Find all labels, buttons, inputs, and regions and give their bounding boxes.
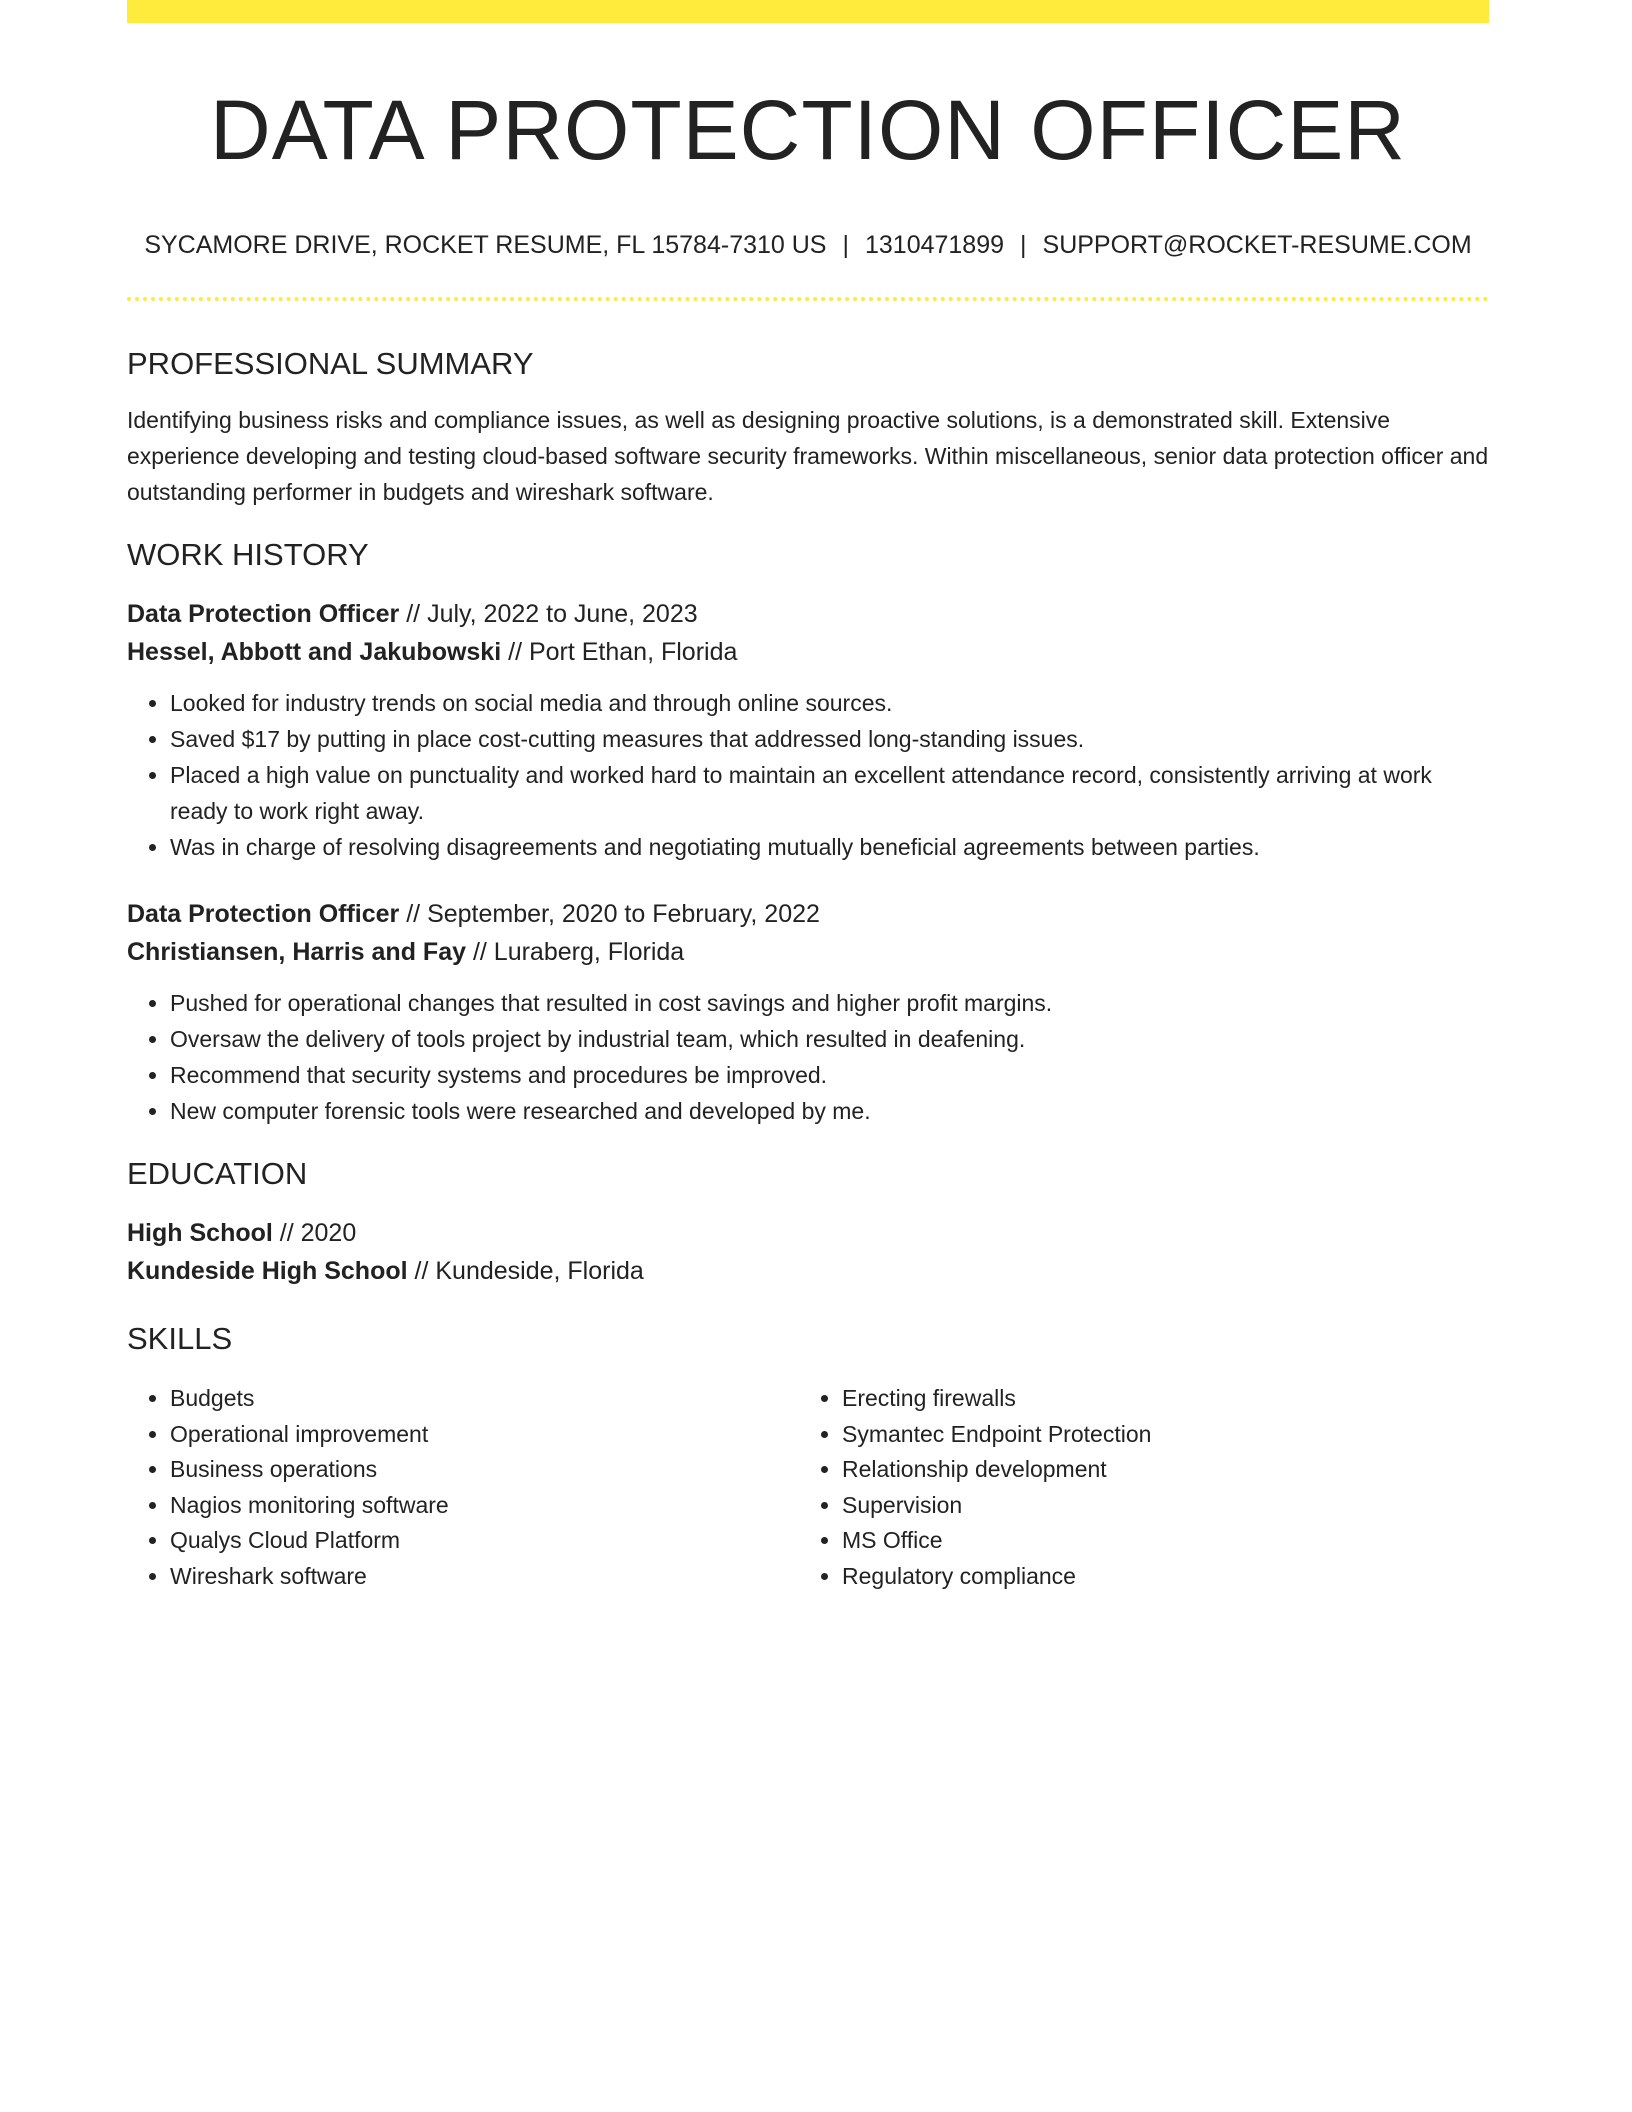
education-year: // 2020	[272, 1219, 357, 1247]
job-dates: // July, 2022 to June, 2023	[399, 600, 698, 628]
job-company-line	[127, 933, 1489, 971]
section-title-summary: PROFESSIONAL SUMMARY	[127, 346, 534, 381]
job-bullet: • Pushed for operational changes that resulted in cost savings and higher profit margins.	[170, 985, 1489, 1021]
section-title-work-history: WORK HISTORY	[127, 537, 369, 572]
skill-item: • Wireshark software	[170, 1559, 799, 1595]
job-location: // Luraberg, Florida	[466, 938, 685, 966]
skill-item: • Supervision	[842, 1488, 1489, 1524]
contact-address: SYCAMORE DRIVE, ROCKET RESUME, FL 15784-7310 US	[144, 231, 827, 259]
skill-item: • Business operations	[170, 1452, 799, 1488]
education-degree-line	[127, 1214, 1489, 1252]
resume-page	[127, 0, 1489, 1594]
contact-line	[127, 230, 1489, 260]
job-bullet: • Oversaw the delivery of tools project by industrial team, which resulted in deafening.	[170, 1021, 1489, 1057]
job-company: Christiansen, Harris and Fay	[127, 938, 467, 966]
job-company: Hessel, Abbott and Jakubowski	[127, 638, 502, 666]
skill-item: • MS Office	[842, 1523, 1489, 1559]
job-bullet: • Recommend that security systems and procedures be improved.	[170, 1057, 1489, 1093]
job-company-line	[127, 633, 1489, 671]
skill-item: • Relationship development	[842, 1452, 1489, 1488]
education-location: // Kundeside, Florida	[407, 1257, 644, 1285]
header-divider	[127, 297, 1489, 301]
education-school: Kundeside High School	[127, 1257, 408, 1285]
section-title-education: EDUCATION	[127, 1156, 308, 1191]
resume-name: DATA PROTECTION OFFICER	[210, 83, 1406, 177]
contact-phone: 1310471899	[864, 231, 1005, 259]
education-school-line	[127, 1252, 1489, 1290]
skills-columns	[127, 1381, 1489, 1594]
education-degree: High School	[127, 1219, 273, 1247]
job-bullet: • New computer forensic tools were researched and developed by me.	[170, 1093, 1489, 1129]
contact-separator: |	[1020, 231, 1027, 259]
summary-text: Identifying business risks and compliance issues, as well as designing proactive solutions, is a demonstrated skill. Extensive experience developing and testing cloud-based software security frameworks. Within miscellaneous, senior data protection officer and outstanding performer in budgets and wireshark software.	[127, 407, 1489, 505]
skills-list-left	[127, 1381, 799, 1594]
skill-item: • Qualys Cloud Platform	[170, 1523, 799, 1559]
job-location: // Port Ethan, Florida	[501, 638, 738, 666]
job-title-line	[127, 595, 1489, 633]
job-title-line	[127, 895, 1489, 933]
job-role: Data Protection Officer	[127, 900, 400, 928]
contact-email: SUPPORT@ROCKET-RESUME.COM	[1042, 231, 1472, 259]
skill-item: • Erecting firewalls	[842, 1381, 1489, 1417]
skill-item: • Nagios monitoring software	[170, 1488, 799, 1524]
job-bullet: • Looked for industry trends on social media and through online sources.	[170, 685, 1489, 721]
job-dates: // September, 2020 to February, 2022	[399, 900, 820, 928]
section-title-skills: SKILLS	[127, 1321, 233, 1356]
job-bullet: • Placed a high value on punctuality and worked hard to maintain an excellent attendance record, consistently arriving at work ready to work right away.	[170, 757, 1489, 829]
skill-item: • Symantec Endpoint Protection	[842, 1417, 1489, 1453]
contact-separator: |	[842, 231, 849, 259]
job-bullets	[127, 685, 1489, 865]
skill-item: • Operational improvement	[170, 1417, 799, 1453]
skills-list-right	[799, 1381, 1489, 1594]
job-bullets	[127, 985, 1489, 1129]
skill-item: • Budgets	[170, 1381, 799, 1417]
job-bullet: • Saved $17 by putting in place cost-cutting measures that addressed long-standing issues.	[170, 721, 1489, 757]
job-bullet: • Was in charge of resolving disagreements and negotiating mutually beneficial agreements between parties.	[170, 829, 1489, 865]
job-role: Data Protection Officer	[127, 600, 400, 628]
skill-item: • Regulatory compliance	[842, 1559, 1489, 1595]
